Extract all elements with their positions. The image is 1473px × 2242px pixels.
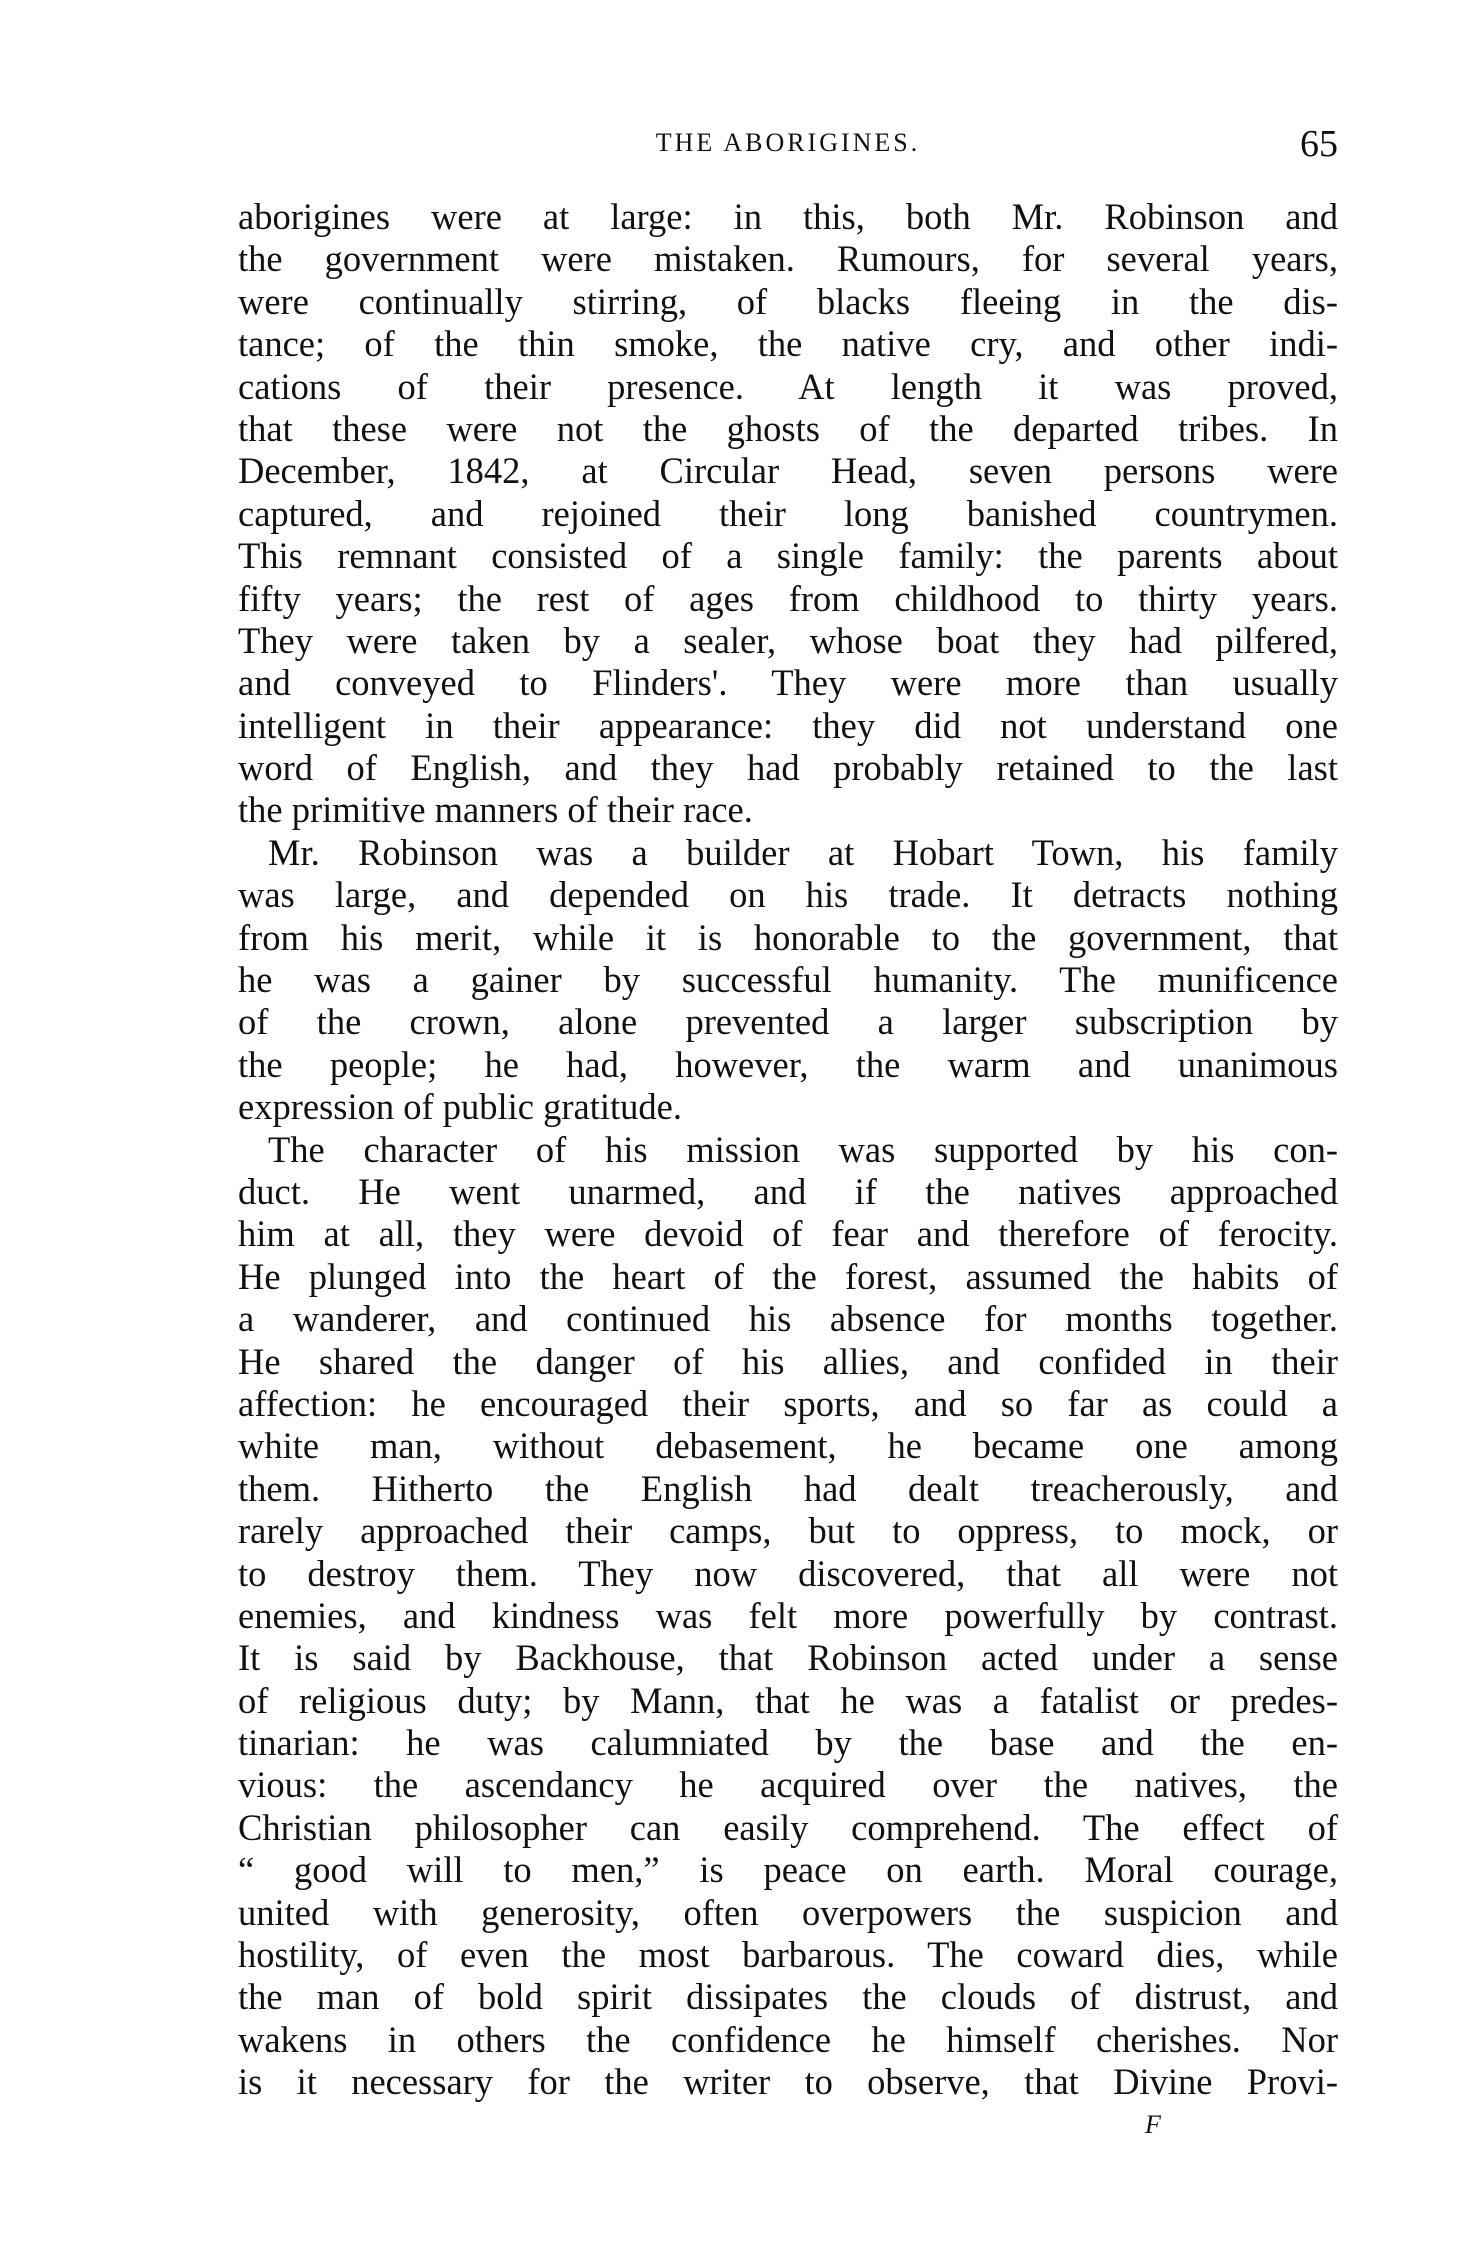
running-head (238, 122, 1338, 165)
text-line: “ good will to men,” is peace on earth. Moral courage, (238, 1849, 1338, 1891)
text-line: It is said by Backhouse, that Robinson acted under a sense (238, 1637, 1338, 1679)
running-title: THE ABORIGINES. (655, 128, 921, 157)
text-line: white man, without debasement, he became one among (238, 1425, 1338, 1467)
text-line: united with generosity, often overpowers the suspicion and (238, 1891, 1338, 1933)
text-line: affection: he encouraged their sports, and so far as could a (238, 1382, 1338, 1424)
text-line: were continually stirring, of blacks fleeing in the dis- (238, 280, 1338, 322)
text-line: rarely approached their camps, but to oppress, to mock, or (238, 1510, 1338, 1552)
text-line: word of English, and they had probably retained to the last (238, 747, 1338, 789)
text-line: fifty years; the rest of ages from childhood to thirty years. (238, 577, 1338, 619)
text-line: of the crown, alone prevented a larger subscription by (238, 1001, 1338, 1043)
text-line: of religious duty; by Mann, that he was a fatalist or predes- (238, 1679, 1338, 1721)
text-line: the primitive manners of their race. (238, 789, 753, 831)
text-line: intelligent in their appearance: they did not understand one (238, 704, 1338, 746)
text-line: the people; he had, however, the warm and unanimous (238, 1043, 1338, 1085)
page-number: 65 (1300, 123, 1338, 165)
text-line: tance; of the thin smoke, the native cry, and other indi- (238, 323, 1338, 365)
text-line: The character of his mission was supported by his con- (268, 1128, 1338, 1170)
body-text (238, 196, 1338, 2104)
text-line: Christian philosopher can easily comprehend. The effect of (238, 1806, 1338, 1848)
text-line: cations of their presence. At length it was proved, (238, 365, 1338, 407)
text-line: that these were not the ghosts of the departed tribes. In (238, 407, 1338, 449)
text-line: They were taken by a sealer, whose boat they had pilfered, (238, 619, 1338, 661)
text-line: wakens in others the confidence he himself cherishes. Nor (238, 2018, 1338, 2060)
text-line: This remnant consisted of a single family: the parents about (238, 535, 1338, 577)
text-line: he was a gainer by successful humanity. The munificence (238, 959, 1338, 1001)
text-line: the government were mistaken. Rumours, for several years, (238, 238, 1338, 280)
signature-mark: F (1145, 2110, 1162, 2139)
text-line: a wanderer, and continued his absence for months together. (238, 1298, 1338, 1340)
text-line: December, 1842, at Circular Head, seven persons were (238, 450, 1338, 492)
text-line: from his merit, while it is honorable to the government, that (238, 916, 1338, 958)
text-line: him at all, they were devoid of fear and therefore of ferocity. (238, 1213, 1338, 1255)
text-line: He shared the danger of his allies, and confided in their (238, 1340, 1338, 1382)
text-line: aborigines were at large: in this, both Mr. Robinson and (238, 196, 1338, 237)
text-line: to destroy them. They now discovered, that all were not (238, 1552, 1338, 1594)
text-line: captured, and rejoined their long banished countrymen. (238, 492, 1338, 534)
text-line: was large, and depended on his trade. It detracts nothing (238, 874, 1338, 916)
text-line: He plunged into the heart of the forest, assumed the habits of (238, 1255, 1338, 1297)
text-line: hostility, of even the most barbarous. The coward dies, while (238, 1934, 1338, 1976)
text-line: duct. He went unarmed, and if the natives approached (238, 1170, 1338, 1212)
text-line: enemies, and kindness was felt more powerfully by contrast. (238, 1594, 1338, 1636)
text-line: expression of public gratitude. (238, 1086, 682, 1128)
text-line: vious: the ascendancy he acquired over the natives, the (238, 1764, 1338, 1806)
text-line: is it necessary for the writer to observe, that Divine Provi- (238, 2061, 1338, 2103)
text-line: tinarian: he was calumniated by the base and the en- (238, 1722, 1338, 1764)
text-line: Mr. Robinson was a builder at Hobart Town, his family (268, 831, 1338, 873)
text-line: and conveyed to Flinders'. They were more than usually (238, 662, 1338, 704)
text-line: them. Hitherto the English had dealt treacherously, and (238, 1467, 1338, 1509)
text-line: the man of bold spirit dissipates the clouds of distrust, and (238, 1976, 1338, 2018)
